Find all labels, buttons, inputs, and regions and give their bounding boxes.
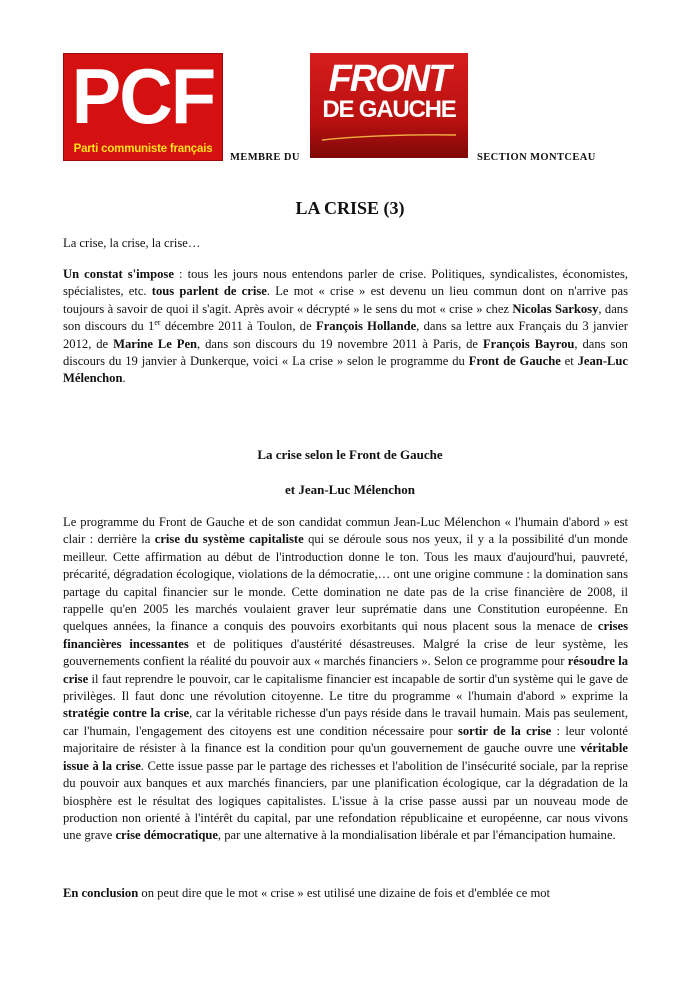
text-run: , dans son discours du 19 janvier à Dunkerque, voici « La crise » selon le programme du <box>63 336 628 369</box>
bold-phrase: En conclusion <box>63 886 139 900</box>
bold-phrase: Jean-Luc Mélenchon <box>63 354 628 386</box>
text-run: et <box>560 354 578 369</box>
pcf-logo-letters: PCF <box>71 52 215 140</box>
text-run: . <box>122 371 126 386</box>
bold-phrase: crise du système capitaliste <box>154 532 304 547</box>
bold-phrase: François Bayrou <box>482 336 575 351</box>
text-run: on peut dire que le mot « crise » est utilisé une dizaine de fois et d'emblée ce mot <box>138 886 551 900</box>
text-run: , dans son discours du 1 <box>63 301 628 334</box>
bold-phrase: François Hollande <box>316 319 417 334</box>
fdg-logo-line1: FRONT <box>328 58 450 100</box>
bold-phrase: Nicolas Sarkosy <box>512 301 599 316</box>
membre-du-label: MEMBRE DU <box>230 152 300 163</box>
intro-line: La crise, la crise, la crise… <box>63 236 201 250</box>
text-run: , par une alternative à la mondialisation libérale et par l'émancipation humaine. <box>217 828 616 843</box>
text-run: décembre 2011 à Toulon, de <box>160 319 316 334</box>
superscript: er <box>154 318 161 328</box>
front-de-gauche-logo <box>310 53 468 158</box>
text-run: . Le mot « crise » est devenu un lieu commun dont on n'arrive pas toujours à savoir de quoi il s'agit. Après avoir « décrypté » le sens du mot « crise » chez <box>63 284 629 316</box>
swoosh-icon <box>320 133 458 141</box>
text-run: qui se déroule sous nos yeux, il y a la possibilité d'un monde meilleur. Cette affirmation au début de l'introduction donne le ton. Tous les maux d'aujourd'hui, pauvreté, précarité, dégradation écologique, violations de la démocratie,… ont une origine commune : la domination sans partage du capital financier sur le monde. Cette domination ne date pas de la crise financière de 2008, il rappelle qu'en 2005 les marchés voulaient graver leur suprématie dans une Constitution européenne. En quelques années, la finance a conquis des pouvoirs exorbitants qui nous placent sous la menace de <box>63 532 628 634</box>
section-subtitle-line1: La crise selon le Front de Gauche <box>257 447 443 462</box>
text-run: , dans son discours du 19 novembre 2011 à Paris, de <box>197 336 483 351</box>
text-run: et de politiques d'austérité désastreuses. Malgré la crise de leur système, les gouvernements confient la réalité du pouvoir aux « marchés financiers ». Selon ce programme pour <box>63 636 628 669</box>
text-run: . Cette issue passe par le partage des richesses et l'abolition de l'insécurité sociale, par la reprise du pouvoir aux banques et aux marchés financiers, par une planification écologique, car la dégradation de la biosphère est le résultat des logiques capitalistes. L'issue à la crise passe aussi par un nouveau mode de production non orienté à l'intérêt du capital, par une refondation républicaine et européenne, car nous vivons une grave <box>63 758 628 843</box>
bold-phrase: stratégie contre la crise <box>63 706 190 721</box>
text-run: : leur volonté majoritaire de résister à la finance est la condition pour qu'un gouvernement de gauche ouvre une <box>63 723 628 756</box>
text-run: , car la véritable richesse d'un pays réside dans le travail humain. Mais pas seulement, car l'humain, l'engagement des citoyens est une condition nécessaire pour <box>63 706 628 738</box>
bold-phrase: sortir de la crise <box>457 723 552 738</box>
text-run: il faut reprendre le pouvoir, car le capitalisme financier est incapable de sortir d'un système qui le gave de privilèges. Il faut donc une révolution citoyenne. Le titre du programme « l'humain d'abord » exprime la <box>63 671 628 704</box>
paragraph-programme <box>63 514 628 845</box>
bold-phrase: résoudre la crise <box>63 654 628 686</box>
section-subtitle-line2: et Jean-Luc Mélenchon <box>285 482 415 497</box>
bold-phrase: Front de Gauche <box>468 354 561 369</box>
bold-phrase: véritable issue à la crise <box>63 741 628 773</box>
text-run: : tous les jours nous entendons parler de crise. Politiques, syndicalistes, économistes, spécialistes, etc. <box>63 267 628 299</box>
text-run: Le programme du Front de Gauche et de son candidat commun Jean-Luc Mélenchon « l'humain d'abord » est clair : derrière la <box>63 515 628 547</box>
section-montceau-label: SECTION MONTCEAU <box>477 152 596 163</box>
bold-phrase: crises financières incessantes <box>63 619 628 651</box>
bold-phrase: Un constat s'impose <box>63 267 174 281</box>
bold-phrase: Marine Le Pen <box>113 336 198 351</box>
pcf-logo <box>63 53 223 161</box>
bold-phrase: crise démocratique <box>115 828 218 843</box>
bold-phrase: tous parlent de crise <box>151 284 267 299</box>
page-title: LA CRISE (3) <box>295 198 405 218</box>
fdg-logo-line2: DE GAUCHE <box>322 96 456 123</box>
text-run: , dans sa lettre aux Français du 3 janvier 2012, de <box>63 319 628 351</box>
paragraph-constat <box>63 266 628 388</box>
pcf-logo-subtitle: Parti communiste français <box>73 143 213 155</box>
paragraph-conclusion <box>63 885 628 902</box>
